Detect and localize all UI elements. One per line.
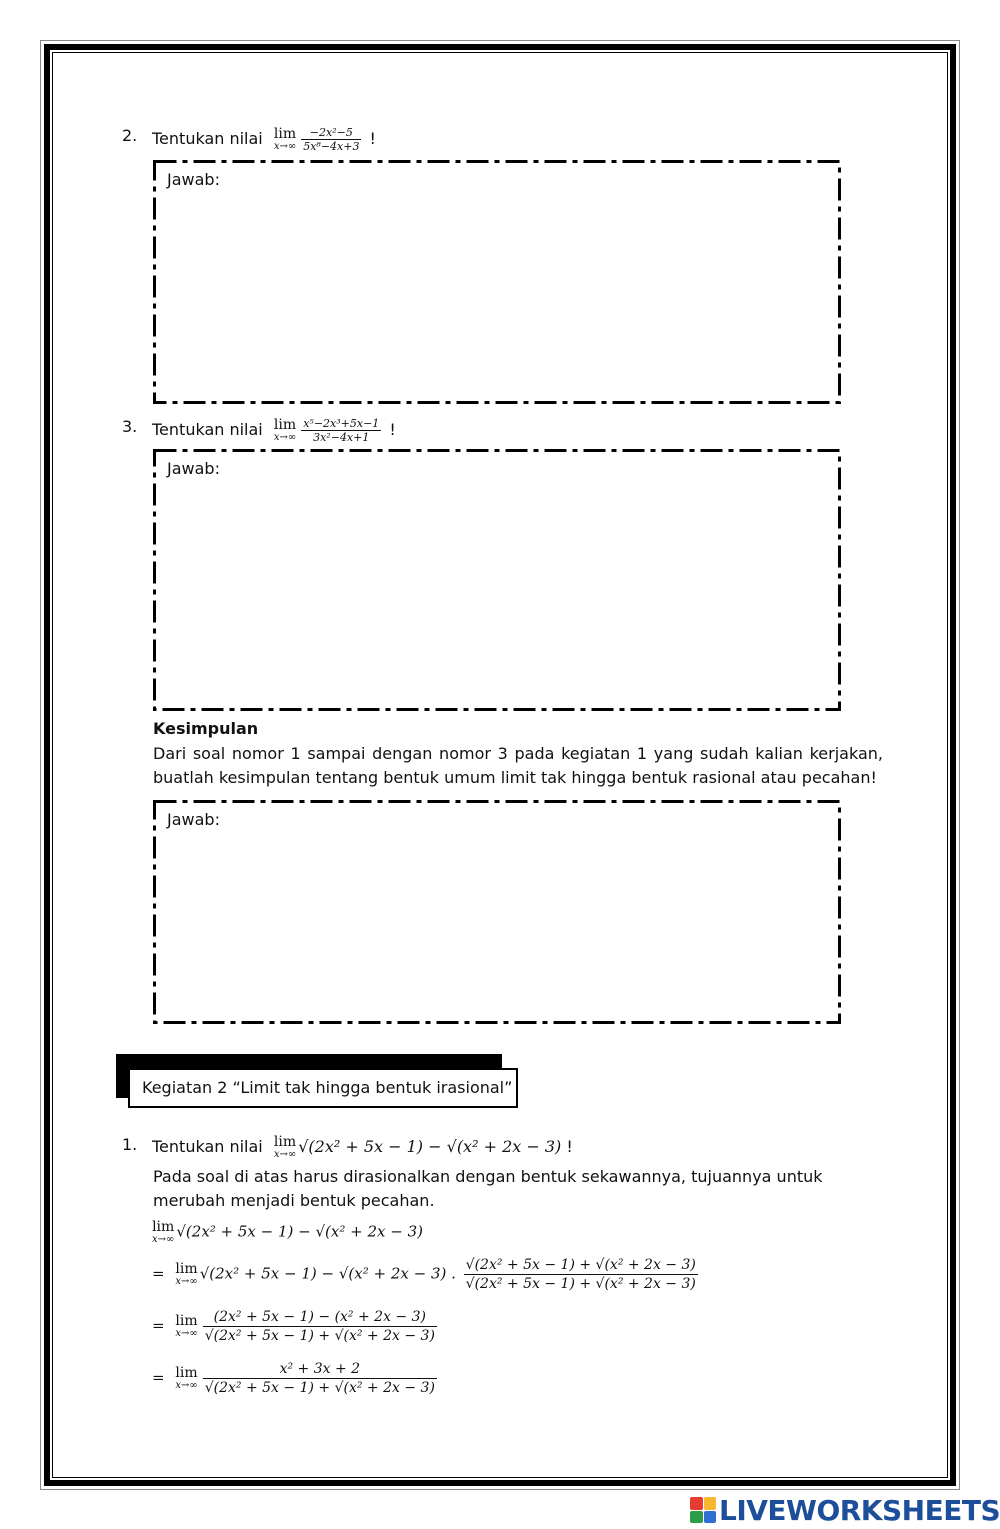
activity-question-1 [122,1135,822,1165]
lim-word: lim [273,417,297,433]
question-number: 1. [122,1135,138,1154]
question-text [152,1135,573,1160]
denominator: 5x⁸−4x+3 [303,140,360,153]
lim-word: lim [175,1313,198,1329]
question-suffix: ! [389,420,396,439]
question-3 [122,417,622,447]
limit-operator [175,1366,197,1391]
question-2 [122,126,622,156]
question-text [152,417,396,444]
conjugate-fraction [464,1256,698,1293]
activity-explanation: Pada soal di atas harus dirasionalkan dengan bentuk sekawannya, tujuannya untuk merubah menjadi bentuk pecahan. [153,1167,823,1210]
limit-operator [152,1220,174,1245]
liveworksheets-logo [690,1494,1000,1526]
answer-box-conclusion[interactable] [153,800,841,1024]
lim-subscript: x→∞ [175,1276,198,1287]
liveworksheets-wordmark: LIVEWORKSHEETS [719,1493,1000,1527]
denominator: √(2x² + 5x − 1) + √(x² + 2x − 3) [465,1276,696,1292]
limit-operator [274,418,296,443]
fraction [301,417,381,444]
equals-sign: = [152,1264,165,1283]
denominator: 3x²−4x+1 [313,431,370,444]
numerator: (2x² + 5x − 1) − (x² + 2x − 3) [203,1308,437,1327]
limit-operator [175,1262,197,1287]
conclusion-text: Dari soal nomor 1 sampai dengan nomor 3 pada kegiatan 1 yang sudah kalian kerjakan, buatlah kesimpulan tentang bentuk umum limit tak hingga bentuk rasional atau pecahan! [153,744,883,787]
conclusion-heading: Kesimpulan [153,719,259,738]
question-text [152,126,376,153]
answer-box-2[interactable] [153,160,841,404]
question-prefix: Tentukan nilai [152,1137,263,1156]
solution-step-3 [152,1308,440,1345]
activity-title: Kegiatan 2 “Limit tak hingga bentuk irasional” [128,1068,518,1108]
solution-step-2 [152,1256,701,1293]
step-expression: √(2x² + 5x − 1) − √(x² + 2x − 3) [176,1222,423,1241]
fraction [203,1308,437,1345]
equals-sign: = [152,1368,165,1387]
question-suffix: ! [566,1137,573,1156]
dash-dot-border [153,800,841,1024]
lim-subscript: x→∞ [175,1380,198,1391]
question-number: 3. [122,417,138,436]
numerator: √(2x² + 5x − 1) + √(x² + 2x − 3) [465,1257,696,1273]
dash-dot-border [153,160,841,404]
lim-subscript: x→∞ [273,432,297,443]
question-prefix: Tentukan nilai [152,129,263,148]
lim-subscript: x→∞ [273,1149,297,1160]
answer-label: Jawab: [167,170,220,189]
question-suffix: ! [369,129,376,148]
question-prefix: Tentukan nilai [152,420,263,439]
liveworksheets-icon [690,1497,716,1523]
fraction [203,1360,437,1397]
lim-word: lim [175,1365,198,1381]
lim-word: lim [273,126,297,142]
limit-operator [274,127,296,152]
lim-subscript: x→∞ [152,1234,175,1245]
fraction [301,126,361,153]
lim-word: lim [273,1134,297,1150]
question-expression: √(2x² + 5x − 1) − √(x² + 2x − 3) [298,1137,562,1156]
numerator: x² + 3x + 2 [203,1360,437,1379]
numerator: x⁵−2x³+5x−1 [303,417,380,430]
limit-operator [274,1135,296,1160]
solution-step-4 [152,1360,440,1397]
lim-subscript: x→∞ [175,1328,198,1339]
lim-word: lim [175,1261,198,1277]
answer-box-3[interactable] [153,449,841,711]
question-number: 2. [122,126,138,145]
limit-operator [175,1314,197,1339]
solution-step-1 [152,1220,423,1245]
dash-dot-border [153,449,841,711]
lim-subscript: x→∞ [273,141,297,152]
answer-label: Jawab: [167,459,220,478]
step-expression: √(2x² + 5x − 1) − √(x² + 2x − 3) . [199,1264,456,1283]
lim-word: lim [152,1219,175,1235]
answer-label: Jawab: [167,810,220,829]
numerator: −2x²−5 [301,126,361,140]
equals-sign: = [152,1316,165,1335]
denominator: √(2x² + 5x − 1) + √(x² + 2x − 3) [204,1328,435,1344]
denominator: √(2x² + 5x − 1) + √(x² + 2x − 3) [204,1380,435,1396]
